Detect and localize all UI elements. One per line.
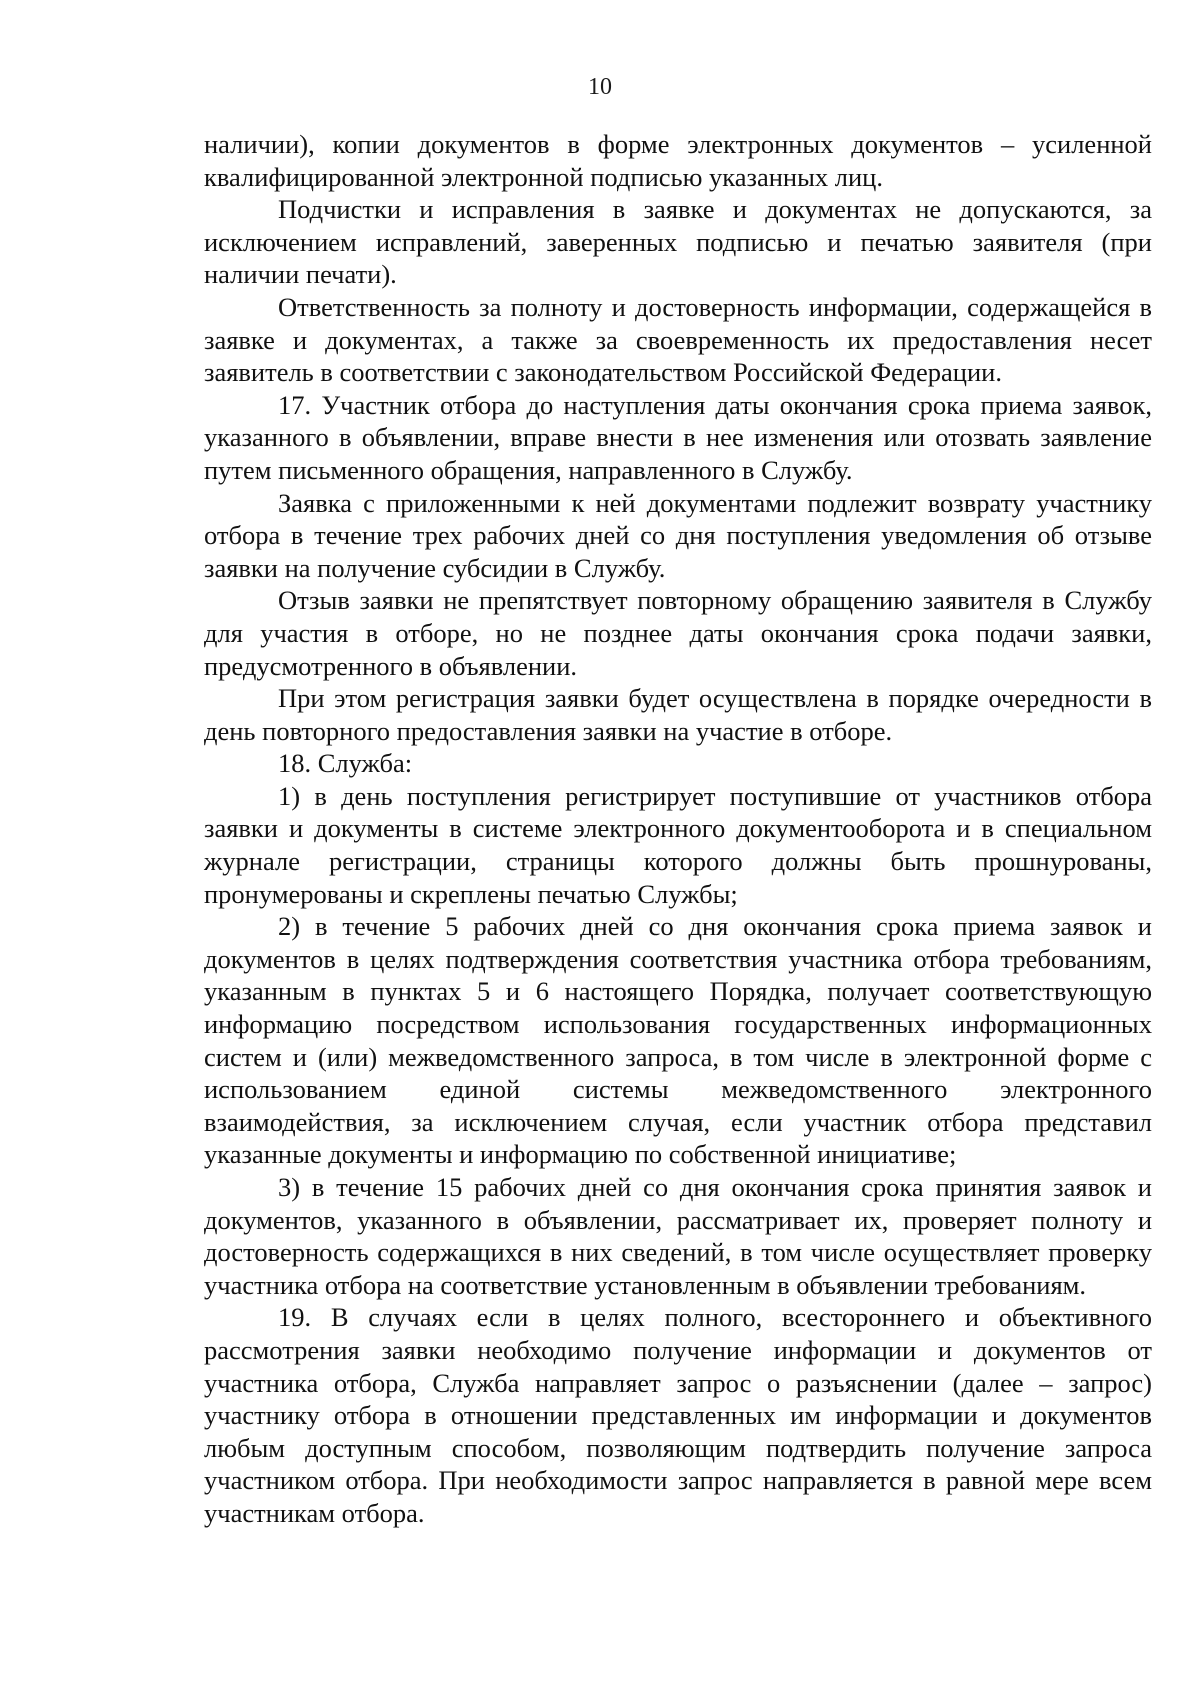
paragraph-item-19: 19. В случаях если в целях полного, всестороннего и объективного рассмотрения заявки необходимо получение информации и документов от участника отбора, Служба направляет запрос о разъяснении (далее – запрос) участнику отбора в отношении представленных им информации и документов любым доступным способом, позволяющим подтвердить получение запроса участником отбора. При необходимости запрос направляется в равной мере всем участникам отбора.: [204, 1302, 1152, 1528]
paragraph-subitem-2: 2) в течение 5 рабочих дней со дня окончания срока приема заявок и документов в целях подтверждения соответствия участника отбора требованиям, указанным в пунктах 5 и 6 настоящего Порядка, получает соответствующую информацию посредством использования государственных информационных систем и (или) межведомственного запроса, в том числе в электронной форме с использованием единой системы межведомственного электронного взаимодействия, за исключением случая, если участник отбора представил указанные документы и информацию по собственной инициативе;: [204, 911, 1152, 1170]
paragraph: Подчистки и исправления в заявке и документах не допускаются, за исключением исправлений, заверенных подписью и печатью заявителя (при наличии печати).: [204, 194, 1152, 290]
paragraph-subitem-1: 1) в день поступления регистрирует поступившие от участников отбора заявки и документы в системе электронного документооборота и в специальном журнале регистрации, страницы которого должны быть прошнурованы, пронумерованы и скреплены печатью Службы;: [204, 780, 1152, 909]
paragraph-item-17: 17. Участник отбора до наступления даты окончания срока приема заявок, указанного в объявлении, вправе внести в нее изменения или отозвать заявление путем письменного обращения, направленного в Службу.: [204, 389, 1152, 485]
paragraph-item-18: 18. Служба:: [278, 748, 413, 779]
document-body: [204, 128, 1152, 1530]
paragraph: Заявка с приложенными к ней документами подлежит возврату участнику отбора в течение трех рабочих дней со дня поступления уведомления об отзыве заявки на получение субсидии в Службу.: [204, 487, 1152, 583]
paragraph: наличии), копии документов в форме электронных документов – усиленной квалифицированной электронной подписью указанных лиц.: [204, 129, 1152, 192]
paragraph: Ответственность за полноту и достоверность информации, содержащейся в заявке и документах, а также за своевременность их предоставления несет заявитель в соответствии с законодательством Российской Федерации.: [204, 291, 1152, 388]
paragraph-subitem-3: 3) в течение 15 рабочих дней со дня окончания срока принятия заявок и документов, указанного в объявлении, рассматривает их, проверяет полноту и достоверность содержащихся в них сведений, в том числе осуществляет проверку участника отбора на соответствие установленным в объявлении требованиям.: [204, 1172, 1152, 1300]
paragraph: При этом регистрация заявки будет осуществлена в порядке очередности в день повторного предоставления заявки на участие в отборе.: [204, 683, 1152, 746]
page-number: 10: [588, 74, 612, 100]
paragraph: Отзыв заявки не препятствует повторному обращению заявителя в Службу для участия в отборе, но не позднее даты окончания срока подачи заявки, предусмотренного в объявлении.: [204, 585, 1152, 681]
